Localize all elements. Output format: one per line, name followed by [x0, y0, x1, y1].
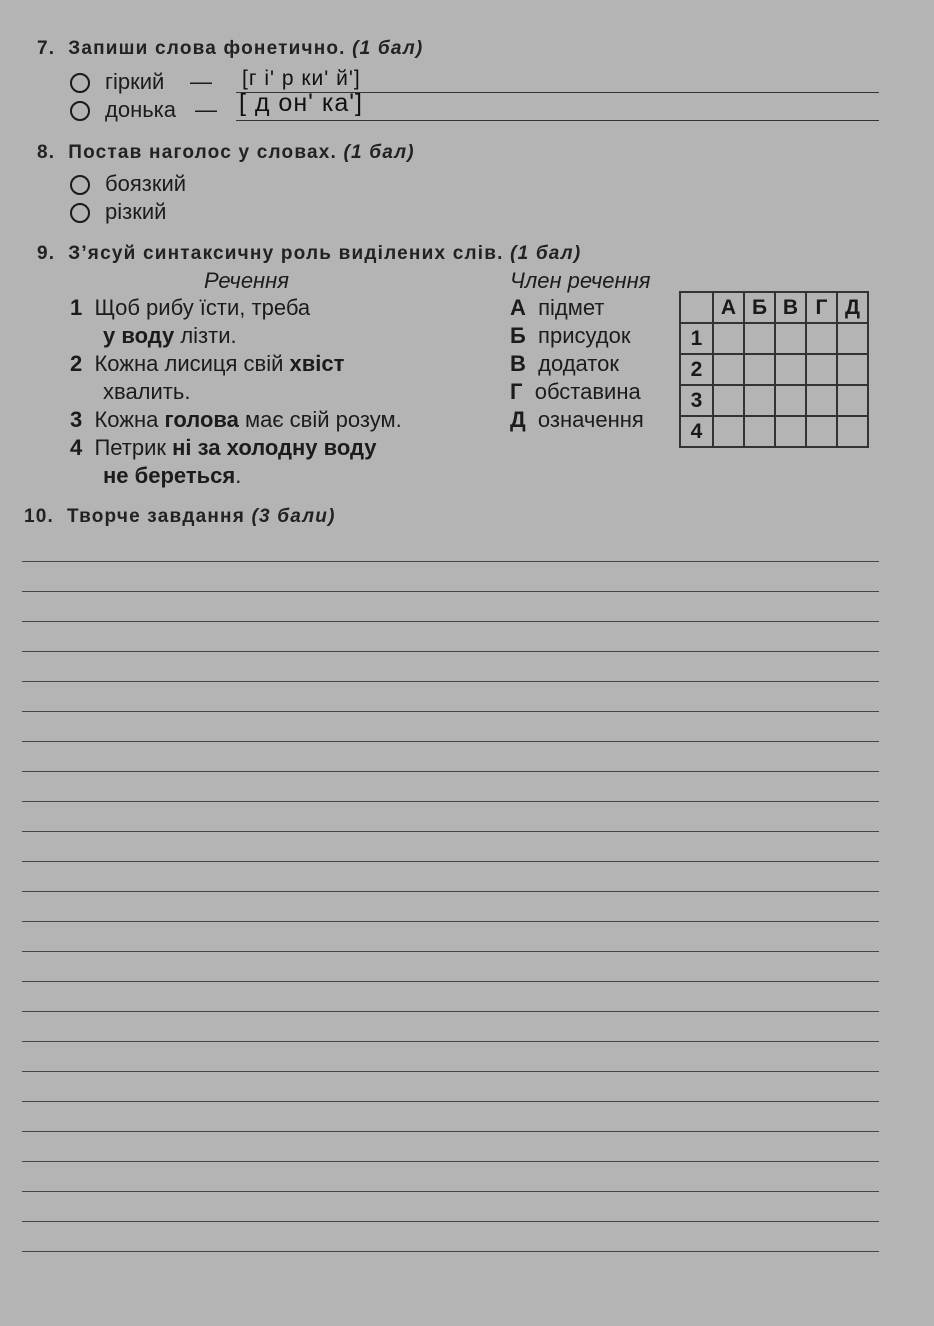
- grid-cell[interactable]: [713, 323, 744, 354]
- grid-cell[interactable]: [744, 323, 775, 354]
- task8-option-2-radio[interactable]: [70, 203, 90, 223]
- sentence-2-line-1: 2 Кожна лисиця свій хвіст: [70, 351, 345, 376]
- grid-col-header: Б: [744, 292, 775, 323]
- writing-line[interactable]: [22, 1251, 879, 1252]
- grid-cell[interactable]: [744, 354, 775, 385]
- sentence-1-line-1: 1 Щоб рибу їсти, треба: [70, 295, 311, 320]
- grid-corner: [680, 292, 713, 323]
- members-column-header: Член речення: [510, 268, 651, 293]
- sentence-3-line-1: 3 Кожна голова має свій розум.: [70, 407, 402, 432]
- sentence-4-line-2: не береться.: [103, 463, 242, 488]
- task-10-title: 10. Творче завдання (3 бали): [24, 506, 336, 527]
- task7-word-2: донька: [105, 97, 177, 122]
- grid-cell[interactable]: [806, 323, 837, 354]
- grid-cell[interactable]: [713, 385, 744, 416]
- grid-cell[interactable]: [837, 354, 868, 385]
- member-h: Г обставина: [510, 379, 641, 404]
- grid-cell[interactable]: [775, 416, 806, 447]
- grid-cell[interactable]: [806, 354, 837, 385]
- writing-line[interactable]: [22, 561, 879, 562]
- writing-line[interactable]: [22, 861, 879, 862]
- grid-row-header: 4: [680, 416, 713, 447]
- writing-line[interactable]: [22, 591, 879, 592]
- writing-line[interactable]: [22, 681, 879, 682]
- writing-line[interactable]: [22, 951, 879, 952]
- grid-col-header: А: [713, 292, 744, 323]
- writing-line[interactable]: [22, 921, 879, 922]
- task7-dash-2: —: [195, 97, 217, 122]
- grid-cell[interactable]: [806, 416, 837, 447]
- grid-cell[interactable]: [775, 323, 806, 354]
- grid-col-header: Г: [806, 292, 837, 323]
- grid-cell[interactable]: [775, 385, 806, 416]
- task7-option-2-radio[interactable]: [70, 101, 90, 121]
- grid-cell[interactable]: [837, 416, 868, 447]
- grid-col-header: В: [775, 292, 806, 323]
- writing-line[interactable]: [22, 801, 879, 802]
- member-b: Б присудок: [510, 323, 631, 348]
- grid-row-header: 1: [680, 323, 713, 354]
- writing-line[interactable]: [22, 651, 879, 652]
- grid-row-header: 3: [680, 385, 713, 416]
- grid-cell[interactable]: [806, 385, 837, 416]
- task8-word-2: різкий: [105, 199, 167, 224]
- writing-line[interactable]: [22, 1041, 879, 1042]
- grid-cell[interactable]: [837, 385, 868, 416]
- writing-line[interactable]: [22, 771, 879, 772]
- sentence-2-line-2: хвалить.: [103, 379, 191, 404]
- grid-cell[interactable]: [713, 416, 744, 447]
- writing-line[interactable]: [22, 1131, 879, 1132]
- task7-answer-2[interactable]: [ д он' ка']: [239, 89, 363, 117]
- sentence-4-line-1: 4 Петрик ні за холодну воду: [70, 435, 377, 460]
- grid-col-header: Д: [837, 292, 868, 323]
- answer-grid: [679, 291, 869, 448]
- grid-cell[interactable]: [713, 354, 744, 385]
- task7-option-1-radio[interactable]: [70, 73, 90, 93]
- sentence-1-line-2: у воду лізти.: [103, 323, 237, 348]
- writing-line[interactable]: [22, 1161, 879, 1162]
- sentences-column-header: Речення: [204, 268, 290, 293]
- writing-line[interactable]: [22, 891, 879, 892]
- writing-line[interactable]: [22, 981, 879, 982]
- writing-line[interactable]: [22, 1191, 879, 1192]
- writing-line[interactable]: [22, 741, 879, 742]
- grid-row-header: 2: [680, 354, 713, 385]
- member-a: А підмет: [510, 295, 605, 320]
- task7-word-1: гіркий: [105, 69, 165, 94]
- task8-word-1: боязкий: [105, 171, 187, 196]
- task-9-title: 9. З’ясуй синтаксичну роль виділених слів. (1 бал): [37, 243, 582, 264]
- writing-line[interactable]: [22, 1221, 879, 1222]
- grid-cell[interactable]: [775, 354, 806, 385]
- writing-line[interactable]: [22, 1011, 879, 1012]
- task7-answer-1[interactable]: [г і' р ки' й']: [242, 67, 361, 90]
- grid-cell[interactable]: [744, 416, 775, 447]
- task7-dash-1: —: [190, 69, 212, 94]
- grid-cell[interactable]: [744, 385, 775, 416]
- task-8-title: 8. Постав наголос у словах. (1 бал): [37, 142, 415, 163]
- task8-option-1-radio[interactable]: [70, 175, 90, 195]
- writing-line[interactable]: [22, 1101, 879, 1102]
- member-v: В додаток: [510, 351, 619, 376]
- task-7-title: 7. Запиши слова фонетично. (1 бал): [37, 38, 424, 59]
- grid-cell[interactable]: [837, 323, 868, 354]
- writing-line[interactable]: [22, 1071, 879, 1072]
- writing-line[interactable]: [22, 711, 879, 712]
- writing-line[interactable]: [22, 621, 879, 622]
- task7-answer-line-2: [236, 120, 879, 121]
- writing-line[interactable]: [22, 831, 879, 832]
- member-d: Д означення: [510, 407, 644, 432]
